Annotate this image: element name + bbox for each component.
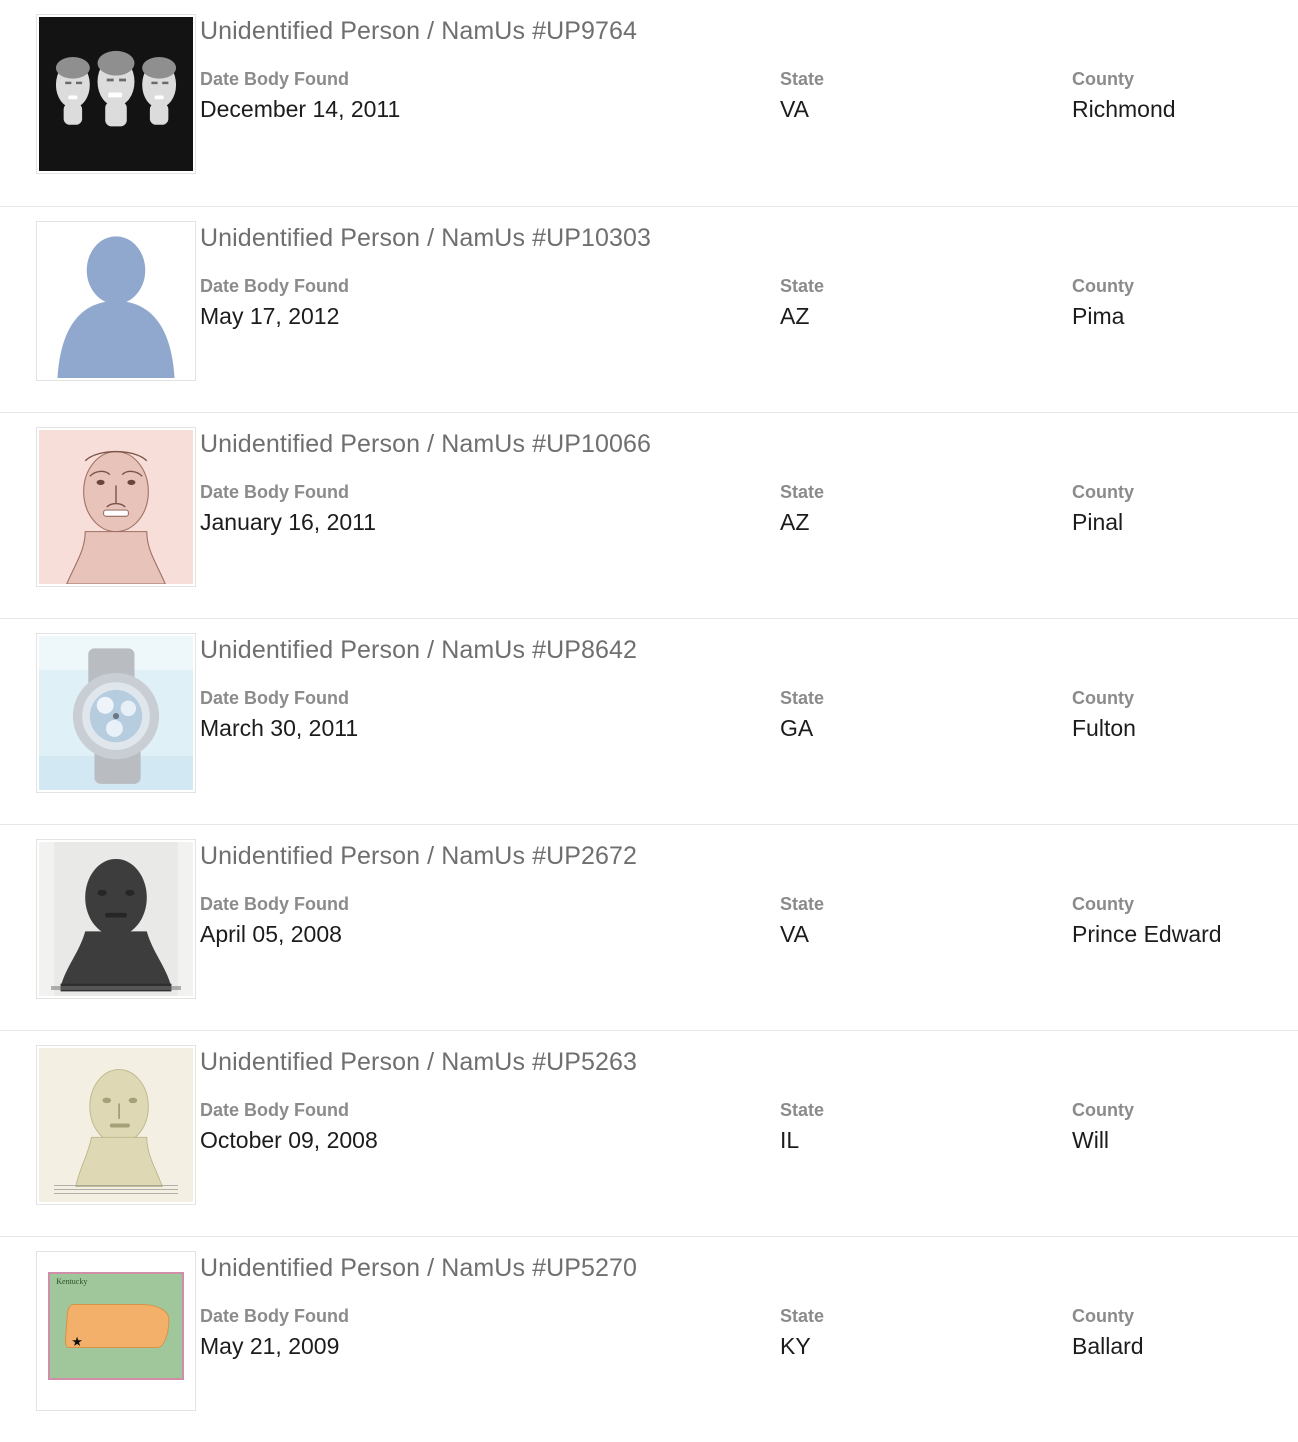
field-county xyxy=(1072,893,1298,948)
record-title-link[interactable]: Unidentified Person / NamUs #UP8642 xyxy=(200,636,638,664)
field-county xyxy=(1072,1099,1298,1154)
field-value: Prince Edward xyxy=(1072,921,1222,947)
record-fields xyxy=(200,1305,1298,1360)
field-label: State xyxy=(780,1306,825,1326)
field-value: Richmond xyxy=(1072,96,1176,122)
location-star-icon: ★ xyxy=(71,1333,83,1349)
thumbnail-frame[interactable] xyxy=(36,633,196,793)
field-county xyxy=(1072,1305,1298,1360)
field-date-body-found xyxy=(200,893,780,948)
field-label: State xyxy=(780,1100,825,1120)
field-label: County xyxy=(1072,688,1134,708)
map-state-label: Kentucky xyxy=(56,1277,88,1287)
field-label: County xyxy=(1072,894,1134,914)
field-value: January 16, 2011 xyxy=(200,509,377,535)
photo-caption-text-block xyxy=(54,1185,177,1194)
result-row[interactable] xyxy=(0,0,1298,206)
field-value: Fulton xyxy=(1072,715,1136,741)
field-label: Date Body Found xyxy=(200,894,349,914)
thumbnail-frame[interactable] xyxy=(36,1045,196,1205)
field-label: State xyxy=(780,688,825,708)
thumbnail-cell xyxy=(0,413,200,601)
field-label: Date Body Found xyxy=(200,1100,349,1120)
field-value: April 05, 2008 xyxy=(200,921,342,947)
result-row[interactable] xyxy=(0,824,1298,1030)
field-label: County xyxy=(1072,276,1134,296)
kentucky-state-map-image xyxy=(39,1254,193,1408)
record-fields xyxy=(200,1099,1298,1154)
record-fields xyxy=(200,275,1298,330)
record-info xyxy=(200,619,1298,756)
field-label: State xyxy=(780,276,825,296)
thumbnail-frame[interactable] xyxy=(36,14,196,174)
field-state xyxy=(780,1099,1072,1154)
field-label: County xyxy=(1072,1306,1134,1326)
field-value: Pinal xyxy=(1072,509,1124,535)
field-date-body-found xyxy=(200,481,780,536)
field-date-body-found xyxy=(200,1305,780,1360)
thumbnail-cell xyxy=(0,619,200,807)
record-title-link[interactable]: Unidentified Person / NamUs #UP5263 xyxy=(200,1048,638,1076)
field-value: March 30, 2011 xyxy=(200,715,359,741)
field-value: GA xyxy=(780,715,814,741)
result-row[interactable] xyxy=(0,1030,1298,1236)
field-label: Date Body Found xyxy=(200,1306,349,1326)
thumbnail-frame[interactable] xyxy=(36,427,196,587)
field-value: AZ xyxy=(780,509,810,535)
field-label: State xyxy=(780,894,825,914)
thumbnail-frame[interactable] xyxy=(36,221,196,381)
field-date-body-found xyxy=(200,1099,780,1154)
record-fields xyxy=(200,68,1298,123)
field-state xyxy=(780,1305,1072,1360)
field-value: Ballard xyxy=(1072,1333,1144,1359)
record-info xyxy=(200,1237,1298,1374)
field-date-body-found xyxy=(200,68,780,123)
record-title-link[interactable]: Unidentified Person / NamUs #UP5270 xyxy=(200,1254,638,1282)
field-label: Date Body Found xyxy=(200,688,349,708)
field-label: County xyxy=(1072,1100,1134,1120)
tan-clay-facial-reconstruction-photo xyxy=(39,1048,193,1202)
thumbnail-cell xyxy=(0,207,200,395)
wristwatch-evidence-photo xyxy=(39,636,193,790)
field-label: State xyxy=(780,482,825,502)
record-info xyxy=(200,207,1298,344)
field-county xyxy=(1072,68,1298,123)
field-value: Pima xyxy=(1072,303,1125,329)
map-frame xyxy=(48,1272,184,1380)
field-date-body-found xyxy=(200,687,780,742)
record-info xyxy=(200,1031,1298,1168)
record-info xyxy=(200,0,1298,137)
field-label: County xyxy=(1072,69,1134,89)
facial-reconstruction-triad-image xyxy=(39,17,193,171)
thumbnail-cell xyxy=(0,1031,200,1219)
field-value: December 14, 2011 xyxy=(200,96,401,122)
field-value: Will xyxy=(1072,1127,1110,1153)
field-value: KY xyxy=(780,1333,811,1359)
record-info xyxy=(200,413,1298,550)
record-title-link[interactable]: Unidentified Person / NamUs #UP2672 xyxy=(200,842,638,870)
field-value: May 21, 2009 xyxy=(200,1333,340,1359)
thumbnail-cell xyxy=(0,1237,200,1425)
record-fields xyxy=(200,687,1298,742)
photo-caption-line xyxy=(51,986,180,990)
thumbnail-cell xyxy=(0,0,200,188)
field-state xyxy=(780,893,1072,948)
field-state xyxy=(780,68,1072,123)
composite-sketch-image xyxy=(39,430,193,584)
field-state xyxy=(780,481,1072,536)
record-title-link[interactable]: Unidentified Person / NamUs #UP10303 xyxy=(200,224,652,252)
field-label: Date Body Found xyxy=(200,69,349,89)
result-row[interactable] xyxy=(0,618,1298,824)
field-date-body-found xyxy=(200,275,780,330)
result-row[interactable] xyxy=(0,1236,1298,1442)
field-county xyxy=(1072,481,1298,536)
field-value: VA xyxy=(780,921,809,947)
thumbnail-frame[interactable] xyxy=(36,1251,196,1411)
field-value: VA xyxy=(780,96,809,122)
field-label: Date Body Found xyxy=(200,482,349,502)
field-label: Date Body Found xyxy=(200,276,349,296)
field-value: IL xyxy=(780,1127,800,1153)
record-info xyxy=(200,825,1298,962)
result-row[interactable] xyxy=(0,412,1298,618)
field-label: State xyxy=(780,69,825,89)
thumbnail-frame[interactable] xyxy=(36,839,196,999)
record-title-link[interactable]: Unidentified Person / NamUs #UP9764 xyxy=(200,17,638,45)
person-silhouette-placeholder-image xyxy=(39,224,193,378)
result-row[interactable] xyxy=(0,206,1298,412)
field-state xyxy=(780,275,1072,330)
field-value: AZ xyxy=(780,303,810,329)
field-state xyxy=(780,687,1072,742)
field-label: County xyxy=(1072,482,1134,502)
clay-bust-reconstruction-photo xyxy=(39,842,193,996)
field-county xyxy=(1072,687,1298,742)
record-fields xyxy=(200,481,1298,536)
thumbnail-cell xyxy=(0,825,200,1013)
record-title-link[interactable]: Unidentified Person / NamUs #UP10066 xyxy=(200,430,652,458)
field-value: October 09, 2008 xyxy=(200,1127,378,1153)
record-fields xyxy=(200,893,1298,948)
field-county xyxy=(1072,275,1298,330)
field-value: May 17, 2012 xyxy=(200,303,340,329)
